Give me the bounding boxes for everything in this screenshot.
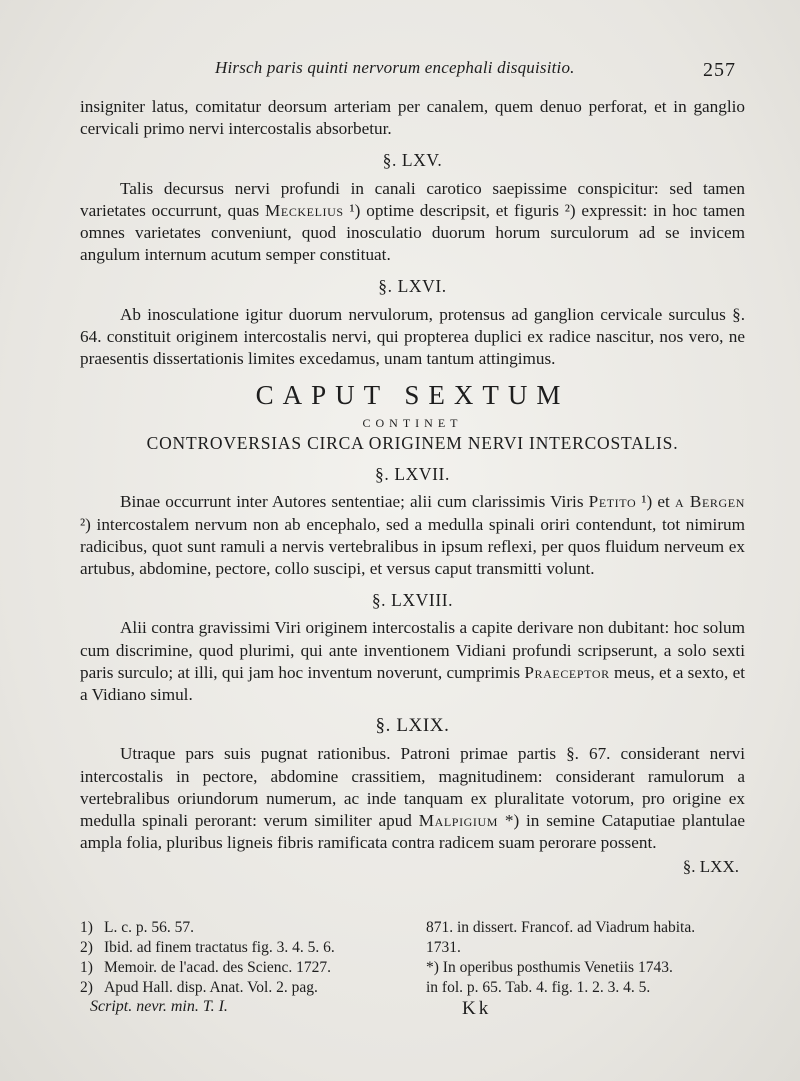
section-heading-65: §. LXV.	[382, 150, 443, 171]
chapter-title: CONTROVERSIAS CIRCA ORIGINEM NERVI INTERCOSTALIS.	[146, 433, 679, 454]
footnote-mark: 2)	[80, 939, 93, 956]
footnote-text: Memoir. de l'acad. des Scienc. 1727.	[104, 959, 332, 976]
text-run: meus, et a sexto, et a Vidiano simul.	[80, 662, 745, 705]
text-run: *) in semine Cataputiae plantulae ampla folia, pluribus ligneis fibris ramificata contra radicem suam perorare possent.	[80, 811, 745, 853]
author-name: Malpigium	[418, 811, 499, 831]
footnote-continuation: 1731.	[426, 939, 461, 956]
author-name: Petito	[588, 492, 637, 512]
text-run: Utraque pars suis pugnat rationibus. Patroni primae partis §. 67. considerant nervi intercostalis in pectore, abdomine crassitiem, magnitudinem: considerant ramulorum a vertebralibus oriundorum numerum, ac inde tanquam ex pluralitate votorum, pro origine ex medulla spinali perorant: verum similiter apud	[80, 744, 745, 831]
paragraph-66: Ab inosculatione igitur duorum nervulorum, protensus ad ganglion cervicale surculus §. 64. constituit originem intercostalis nervi, qui propterea duplici ex radice nascitur, nos vero, ne praesentis dissertationis limites excedamus, unam tantum attingimus.	[80, 304, 745, 369]
footnote-text: L. c. p. 56. 57.	[104, 919, 194, 936]
footnote-continuation: in fol. p. 65. Tab. 4. fig. 1. 2. 3. 4. 5.	[426, 979, 651, 996]
author-name: Praeceptor	[524, 662, 610, 682]
text-line: insigniter latus, comitatur deorsum arteriam per canalem, quem denuo perforat, et	[80, 97, 667, 116]
section-heading-68: §. LXVIII.	[371, 590, 454, 611]
footnote-text: Ibid. ad finem tractatus fig. 3. 4. 5. 6.	[104, 939, 335, 956]
paragraph-68	[80, 617, 745, 706]
running-title: Hirsch paris quinti nervorum encephali disquisitio.	[215, 58, 575, 77]
paragraph-69	[80, 743, 745, 854]
text-run: Talis decursus nervi profundi in canali carotico saepissime conspicitur: sed tamen varietates occurrunt, quas	[80, 178, 745, 220]
text-run: Alii contra gravissimi Viri originem intercostalis a capite derivare non dubitant: hoc solum cum discrimine, quod plurimi, qui ante inventionem Vidiani profundi scripserunt, a solo sexti paris surculo; at illi, qui jam hoc inventum noverunt, cumprimis	[80, 618, 745, 682]
text-run: ¹) optime descripsit, et figuris ²) expressit: in hoc tamen omnes varietates conveniunt, quod inosculatio duorum horum surculorum ad se invicem angulum internum acutum semper constituat.	[80, 200, 745, 265]
signature-mark: Kk	[462, 998, 492, 1019]
chapter-continet: CONTINET	[362, 416, 463, 431]
text-run: Binae occurrunt inter Autores sententiae; alii cum clarissimis Viris	[120, 492, 589, 512]
author-name: a Bergen	[674, 492, 745, 512]
catchword: §. LXX.	[682, 857, 739, 877]
footnote	[80, 918, 420, 938]
footnote-text: Apud Hall. disp. Anat. Vol. 2. pag.	[104, 979, 318, 996]
section-heading-66: §. LXVI.	[378, 276, 447, 297]
footnote: *) In operibus posthumis Venetiis 1743.	[426, 959, 673, 976]
footnotes-left-column	[80, 918, 420, 998]
page-number: 257	[703, 59, 736, 81]
chapter-heading: CAPUT SEXTUM	[255, 380, 570, 411]
signature-line: Script. nevr. min. T. I.	[90, 998, 228, 1015]
paragraph-67	[80, 491, 745, 580]
text-run: ¹) et	[636, 492, 675, 512]
section-heading-69: §. LXIX.	[375, 715, 450, 737]
text-run: ²) intercostalem nervum non ab encephalo, sed a medulla spinali oriri contendunt, tot nimirum radicibus, quot sunt ramuli a nervis vertebralibus in ipsum reflexi, per quos fluidum nerveum ex artubus, abdomine, pectore, collo suscipi, et versus caput transmitti volunt.	[80, 514, 745, 579]
paragraph-continuation	[80, 96, 745, 140]
main-text	[80, 96, 745, 879]
footnotes-right-column	[426, 918, 756, 998]
section-heading-67: §. LXVII.	[375, 464, 450, 485]
footnote	[80, 978, 420, 998]
paragraph-65	[80, 178, 745, 267]
footnote-continuation: 871. in dissert. Francof. ad Viadrum habita.	[426, 919, 696, 936]
text-line: in ganglio cervicali primo nervi intercostalis absorbetur.	[80, 97, 745, 139]
footnote	[80, 938, 420, 958]
footnote-mark: 1)	[80, 919, 93, 936]
author-name: Meckelius	[265, 200, 344, 220]
footnote	[80, 958, 420, 978]
footnote-mark: 1)	[80, 959, 93, 976]
running-head	[0, 58, 800, 84]
footnote-mark: 2)	[80, 979, 93, 996]
